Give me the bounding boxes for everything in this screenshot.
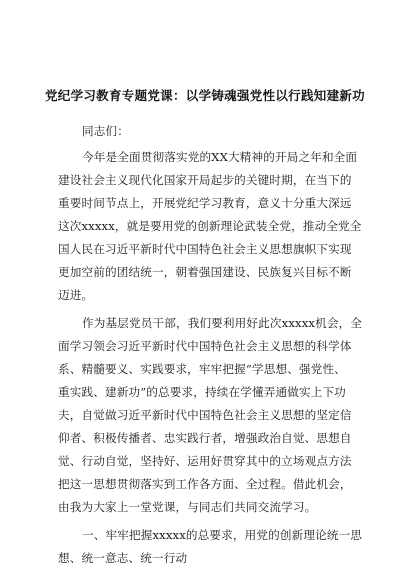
paragraph-line: 国人民在习近平新时代中国特色社会主义思想旗帜下实现 bbox=[58, 242, 352, 256]
paragraph-1 bbox=[58, 146, 362, 307]
paragraph-line: 仰者、积极传播者、忠实践行者，增强政治自觉、思想自 bbox=[58, 431, 352, 445]
document-body bbox=[58, 120, 362, 570]
paragraph-line: 建设社会主义现代化国家开局起步的关键时期，在当下的 bbox=[58, 173, 352, 187]
paragraph-line: 重要时间节点上，开展党纪学习教育，意义十分重大深远 bbox=[58, 196, 352, 210]
section-heading-line: 想、统一意志、统一行动 bbox=[58, 551, 188, 565]
paragraph-line: 由我为大家上一堂党课，与同志们共同交流学习。 bbox=[58, 500, 317, 514]
paragraph-2 bbox=[58, 312, 362, 519]
paragraph-line: 今年是全面贯彻落实党的XX大精神的开局之年和全面 bbox=[82, 150, 358, 164]
paragraph-line: 把这一思想贯彻落实到工作各方面、全过程。借此机会， bbox=[58, 477, 352, 491]
section-heading-line: 一、牢牢把握xxxxx的总要求，用党的创新理论统一思 bbox=[82, 528, 363, 542]
paragraph-line: 面学习领会习近平新时代中国特色社会主义思想的科学体 bbox=[58, 339, 352, 353]
paragraph-line: 夫，自觉做习近平新时代中国特色社会主义思想的坚定信 bbox=[58, 408, 352, 422]
paragraph-line: 迈进。 bbox=[58, 288, 94, 302]
paragraph-line: 更加空前的团结统一，朝着强国建设、民族复兴目标不断 bbox=[58, 265, 352, 279]
paragraph-line: 系、精髓要义、实践要求，牢牢把握“学思想、强党性、 bbox=[58, 362, 346, 376]
paragraph-line: 作为基层党员干部，我们要利用好此次xxxxx机会，全 bbox=[82, 316, 363, 330]
greeting: 同志们： bbox=[82, 124, 129, 138]
paragraph-line: 重实践、建新功”的总要求，持续在学懂弄通做实上下功 bbox=[58, 385, 346, 399]
document-title: 党纪学习教育专题党课：以学铸魂强党性以行践知建新功 bbox=[44, 88, 365, 103]
paragraph-line: 觉、行动自觉，坚持好、运用好贯穿其中的立场观点方法 bbox=[58, 454, 352, 468]
paragraph-line: 这次xxxxx，就是要用党的创新理论武装全党，推动全党全 bbox=[58, 219, 362, 233]
section-heading-1 bbox=[58, 524, 362, 570]
